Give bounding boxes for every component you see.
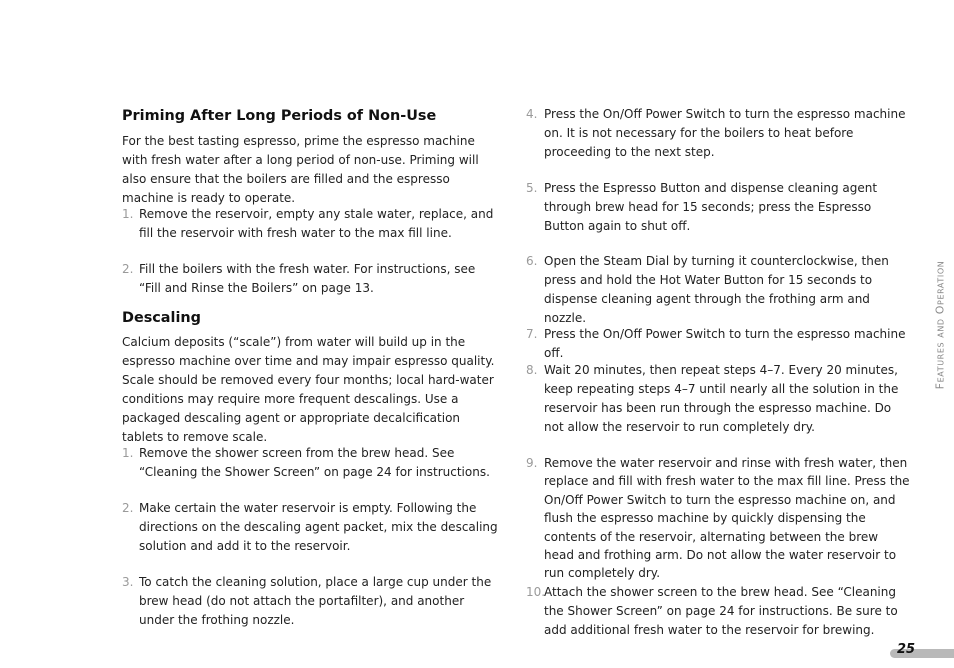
step-text: Press the Espresso Button and dispense cleaning agent through brew head for 15 seconds; press the Espresso Button again to shut off.: [544, 181, 878, 233]
step-text: Remove the reservoir, empty any stale water, replace, and fill the reservoir with fresh water to the max fill line.: [139, 207, 494, 240]
descaling-step-1: [122, 444, 498, 482]
descaling-step-6: [526, 252, 910, 328]
descaling-intro: Calcium deposits (“scale”) from water will build up in the espresso machine over time and may impair espresso quality. Scale should be removed every four months; local hard-water conditions may require more frequent descalings. Use a packaged descaling agent or appropriate decalcification tablets to remove scale.: [122, 335, 495, 444]
priming-intro: For the best tasting espresso, prime the espresso machine with fresh water after a long period of non-use. Priming will also ensure that the boilers are filled and the espresso machine is ready to operate.: [122, 134, 479, 205]
step-number: 5.: [526, 181, 538, 195]
descaling-step-3: [122, 573, 498, 630]
section-side-label: [933, 250, 947, 400]
step-number: 1.: [122, 207, 134, 221]
priming-step-1: [122, 205, 498, 243]
step-text: Open the Steam Dial by turning it counterclockwise, then press and hold the Hot Water Button for 15 seconds to dispense cleaning agent through the frothing arm and nozzle.: [544, 254, 889, 325]
priming-step-2: [122, 260, 498, 298]
priming-heading: Priming After Long Periods of Non-Use: [122, 108, 437, 124]
step-text: Press the On/Off Power Switch to turn the espresso machine on. It is not necessary for the boilers to heat before proceeding to the next step.: [544, 107, 906, 159]
step-text: Make certain the water reservoir is empty. Following the directions on the descaling agent packet, mix the descaling solution and add it to the reservoir.: [139, 501, 498, 553]
step-number: 1.: [122, 446, 134, 460]
step-number: 6.: [526, 254, 538, 268]
step-number: 8.: [526, 363, 538, 377]
step-number: 2.: [122, 262, 134, 276]
step-number: 3.: [122, 575, 134, 589]
page-number: 25: [897, 642, 916, 657]
step-number: 9.: [526, 456, 538, 470]
step-text: Remove the water reservoir and rinse with fresh water, then replace and fill with fresh water to the max fill line. Press the On/Off Power Switch to turn the espresso machine on, and flush the espresso machine by quickly dispensing the contents of the reservoir, alternating between the brew head and frothing arm. Do not allow the water reservoir to run completely dry.: [544, 456, 910, 581]
step-number: 7.: [526, 327, 538, 341]
descaling-heading: Descaling: [122, 310, 201, 326]
step-number: 10.: [526, 585, 546, 599]
descaling-step-7: [526, 325, 910, 363]
descaling-step-9: [526, 454, 910, 583]
descaling-step-8: [526, 361, 910, 437]
step-number: 4.: [526, 107, 538, 121]
side-label-text: Features and Operation: [933, 260, 947, 390]
step-text: Remove the shower screen from the brew head. See “Cleaning the Shower Screen” on page 24 for instructions.: [139, 446, 490, 479]
descaling-step-4: [526, 105, 910, 162]
step-number: 2.: [122, 501, 134, 515]
descaling-step-10: [526, 583, 910, 640]
step-text: Wait 20 minutes, then repeat steps 4–7. Every 20 minutes, keep repeating steps 4–7 until nearly all the solution in the reservoir has been run through the espresso machine. Do not allow the reservoir to run completely dry.: [544, 363, 899, 434]
step-text: Press the On/Off Power Switch to turn the espresso machine off.: [544, 327, 906, 360]
descaling-step-5: [526, 179, 910, 236]
step-text: Attach the shower screen to the brew head. See “Cleaning the Shower Screen” on page 24 for instructions. Be sure to add additional fresh water to the reservoir for brewing.: [544, 585, 898, 637]
step-text: Fill the boilers with the fresh water. For instructions, see “Fill and Rinse the Boilers” on page 13.: [139, 262, 476, 295]
descaling-step-2: [122, 499, 498, 556]
step-text: To catch the cleaning solution, place a large cup under the brew head (do not attach the portafilter), and another under the frothing nozzle.: [139, 575, 492, 627]
